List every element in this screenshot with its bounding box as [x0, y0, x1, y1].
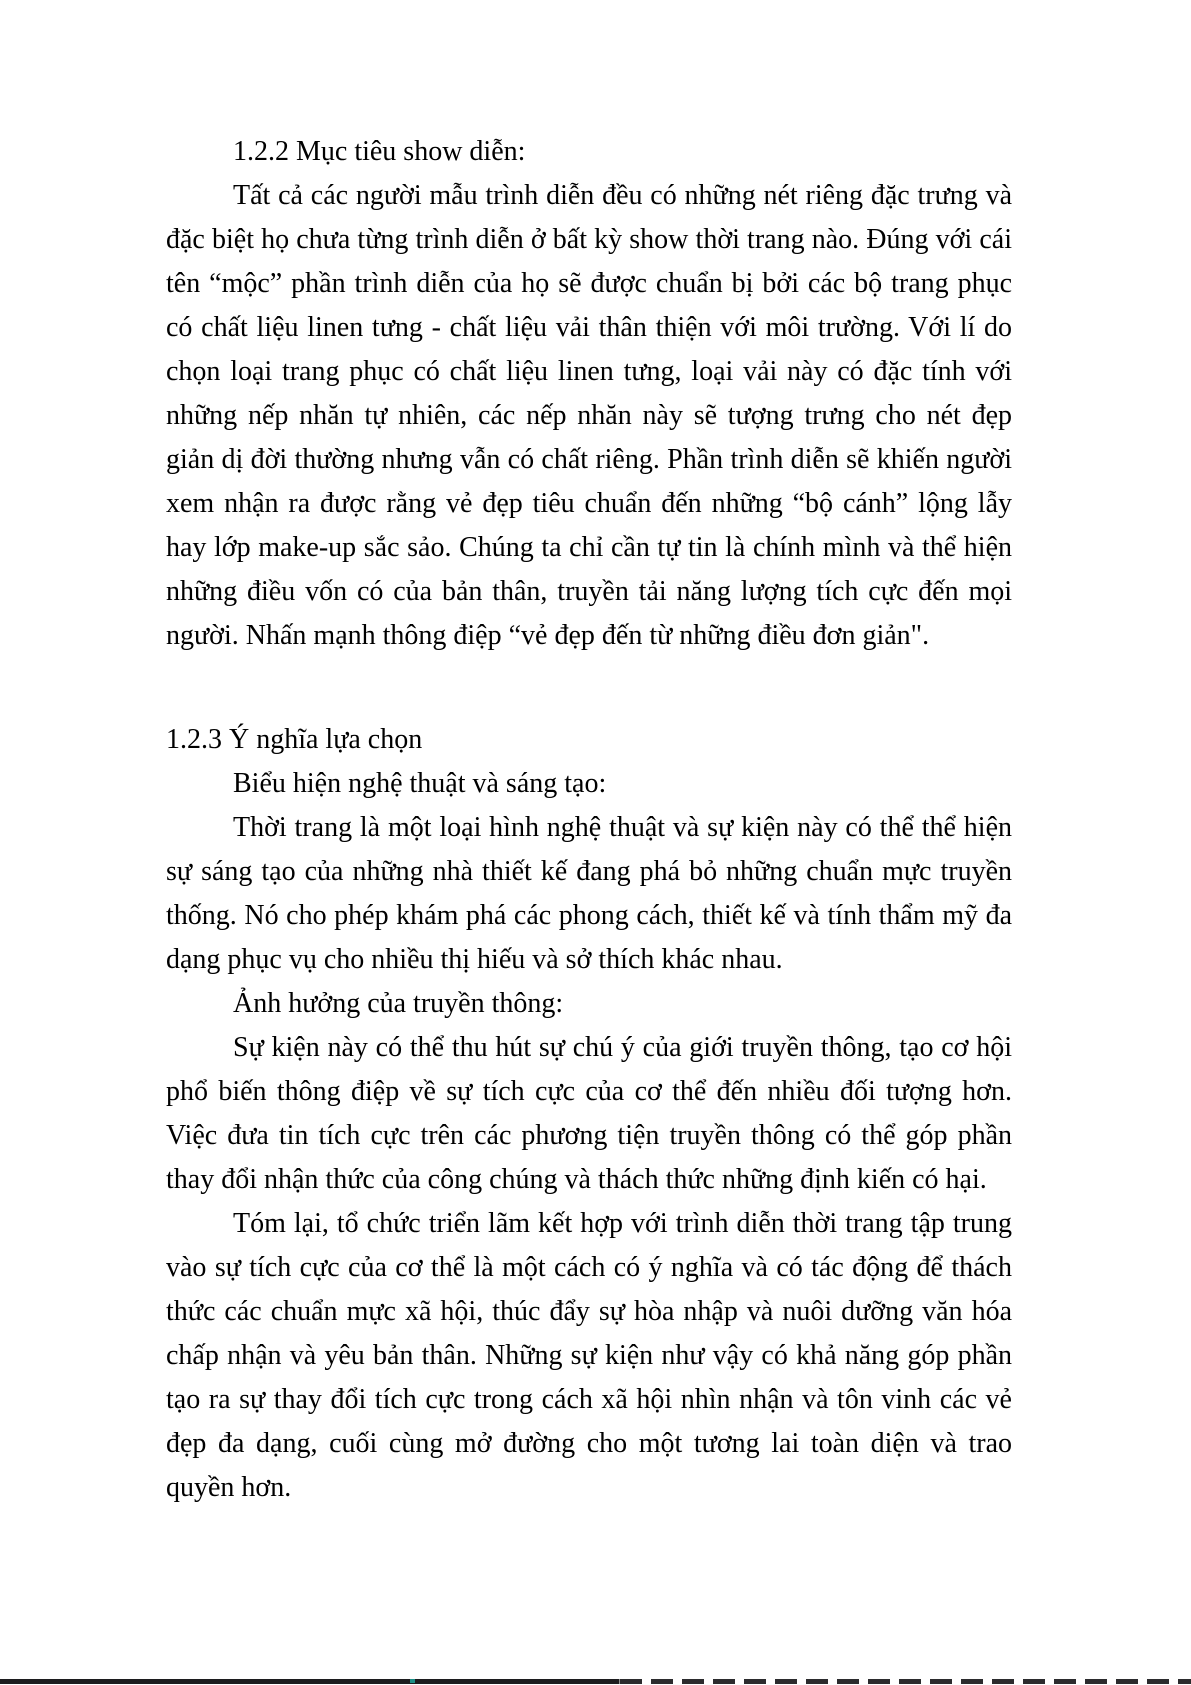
heading-1-2-2: 1.2.2 Mục tiêu show diễn:	[233, 136, 526, 167]
paragraph-conclusion: Tóm lại, tổ chức triển lãm kết hợp với trình diễn thời trang tập trung vào sự tích cực của cơ thể là một cách có ý nghĩa và có tác động để thách thức các chuẩn mực xã hội, thúc đẩy sự hòa nhập và nuôi dưỡng văn hóa chấp nhận và yêu bản thân. Những sự kiện như vậy có khả năng góp phần tạo ra sự thay đổi tích cực trong cách xã hội nhìn nhận và tôn vinh các vẻ đẹp đa dạng, cuối cùng mở đường cho một tương lai toàn diện và trao quyền hơn.	[166, 1208, 1012, 1503]
page-bottom-scan-line	[0, 1679, 1191, 1684]
paragraph-artistic-expression-body: Thời trang là một loại hình nghệ thuật và sự kiện này có thể thể hiện sự sáng tạo của những nhà thiết kế đang phá bỏ những chuẩn mực truyền thống. Nó cho phép khám phá các phong cách, thiết kế và tính thẩm mỹ đa dạng phục vụ cho nhiều thị hiếu và sở thích khác nhau.	[166, 812, 1012, 975]
document-page	[166, 0, 1012, 1510]
paragraph-show-objectives: Tất cả các người mẫu trình diễn đều có những nét riêng đặc trưng và đặc biệt họ chưa từng trình diễn ở bất kỳ show thời trang nào. Đúng với cái tên “mộc” phần trình diễn của họ sẽ được chuẩn bị bởi các bộ trang phục có chất liệu linen tưng - chất liệu vải thân thiện với môi trường. Với lí do chọn loại trang phục có chất liệu linen tưng, loại vải này có đặc tính với những nếp nhăn tự nhiên, các nếp nhăn này sẽ tượng trưng cho nét đẹp giản dị đời thường nhưng vẫn có chất riêng. Phần trình diễn sẽ khiến người xem nhận ra được rằng vẻ đẹp tiêu chuẩn đến những “bộ cánh” lộng lẫy hay lớp make-up sắc sảo. Chúng ta chỉ cần tự tin là chính mình và thể hiện những điều vốn có của bản thân, truyền tải năng lượng tích cực đến mọi người. Nhấn mạnh thông điệp “vẻ đẹp đến từ những điều đơn giản".	[166, 180, 1012, 651]
heading-1-2-3: 1.2.3 Ý nghĩa lựa chọn	[166, 724, 423, 755]
paragraph-media-influence-body: Sự kiện này có thể thu hút sự chú ý của giới truyền thông, tạo cơ hội phổ biến thông điệp về sự tích cực của cơ thể đến nhiều đối tượng hơn. Việc đưa tin tích cực trên các phương tiện truyền thông có thể góp phần thay đổi nhận thức của công chúng và thách thức những định kiến có hại.	[166, 1032, 1012, 1195]
paragraph-artistic-expression-label: Biểu hiện nghệ thuật và sáng tạo:	[233, 768, 607, 799]
paragraph-media-influence-label: Ảnh hưởng của truyền thông:	[233, 988, 564, 1019]
scan-noise-speck	[410, 1679, 415, 1683]
